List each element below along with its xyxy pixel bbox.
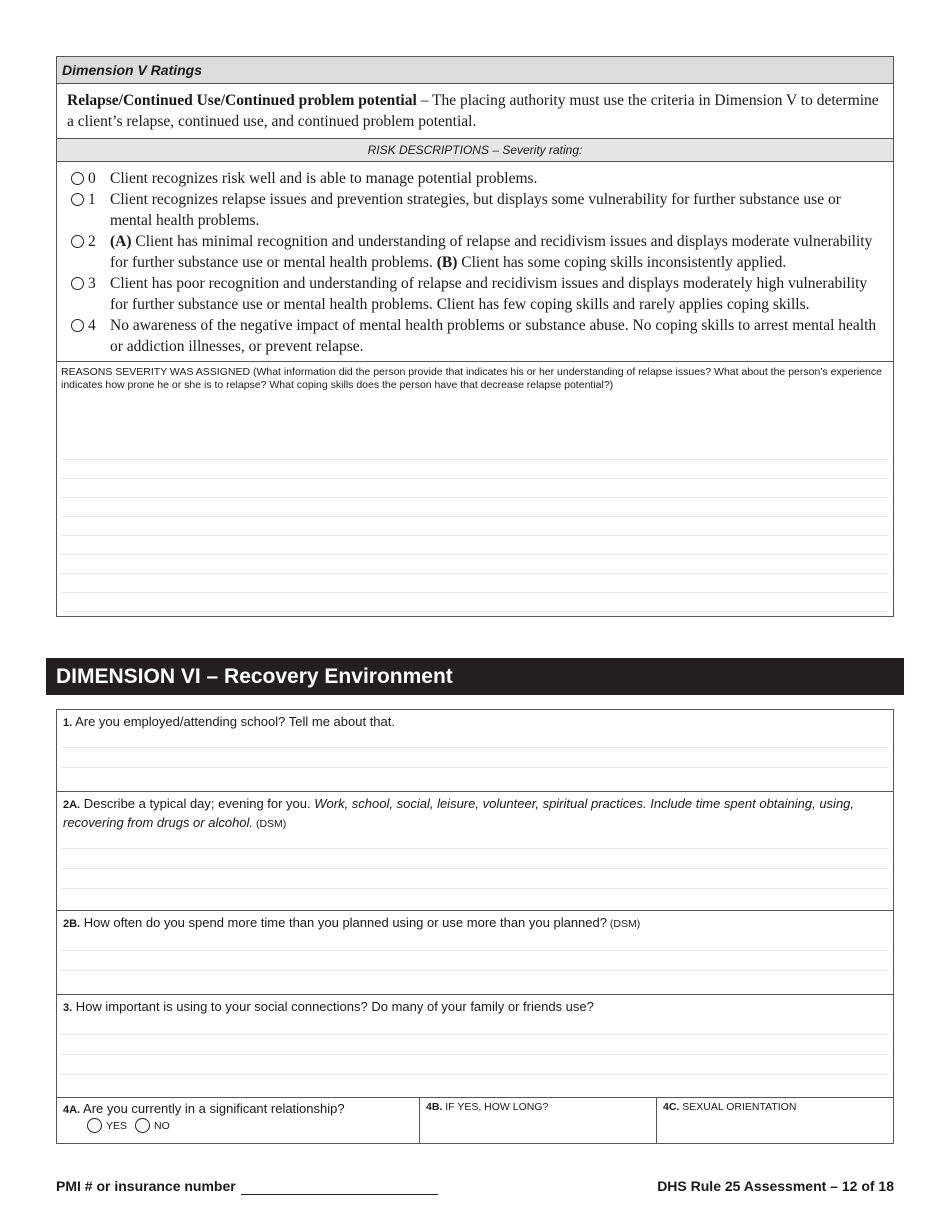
- question-2a-box[interactable]: [56, 791, 894, 911]
- radio-circle-icon[interactable]: [71, 193, 84, 206]
- question-label: Are you currently in a significant relationship?: [80, 1101, 345, 1116]
- radio-yes[interactable]: [87, 1118, 102, 1133]
- severity-number: 2: [88, 233, 96, 250]
- question-3-box[interactable]: [56, 994, 894, 1098]
- question-label: How important is using to your social connections? Do many of your family or friends use?: [72, 999, 594, 1014]
- question-4b-cell[interactable]: [420, 1098, 657, 1143]
- question-number: 3.: [63, 1002, 73, 1014]
- severity-2b-label: (B): [436, 254, 458, 271]
- severity-text: Client recognizes risk well and is able to manage potential problems.: [110, 170, 538, 187]
- severity-number: 0: [88, 170, 96, 187]
- yes-label: YES: [106, 1119, 128, 1132]
- radio-circle-icon[interactable]: [71, 319, 84, 332]
- question-4-row: [56, 1097, 894, 1144]
- question-2b-box[interactable]: [56, 910, 894, 995]
- question-label: Describe a typical day; evening for you.: [80, 796, 315, 811]
- dimension-v-header: Dimension V Ratings: [57, 57, 893, 84]
- severity-option-1[interactable]: [71, 189, 883, 231]
- pmi-footer: [56, 1177, 438, 1195]
- severity-option-4[interactable]: [71, 315, 883, 357]
- dimension-vi-title: DIMENSION VI – Recovery Environment: [46, 658, 904, 695]
- severity-text: Client recognizes relapse issues and prevention strategies, but displays some vulnerability for further substance use or mental health problems.: [110, 191, 841, 229]
- pmi-input-line[interactable]: [241, 1178, 438, 1195]
- dsm-tag: (DSM): [253, 818, 287, 830]
- page-number-label: DHS Rule 25 Assessment – 12 of 18: [657, 1178, 894, 1194]
- reasons-writing-area[interactable]: [57, 439, 893, 616]
- dimension-v-intro: [57, 84, 893, 139]
- question-number: 2B.: [63, 918, 81, 930]
- no-label: NO: [154, 1119, 170, 1132]
- question-label: SEXUAL ORIENTATION: [679, 1101, 797, 1113]
- question-4a-text: [63, 1101, 413, 1116]
- question-number: 4B.: [426, 1101, 443, 1113]
- question-hint: Work, school, social, leisure, volunteer, spiritual practices. Include time spent obtaining, using, recovering from drugs or alcohol.: [63, 796, 855, 830]
- dsm-tag: (DSM): [606, 918, 641, 930]
- severity-2a-label: (A): [110, 233, 132, 250]
- question-4a-cell: [57, 1098, 420, 1143]
- question-number: 4A.: [63, 1104, 81, 1116]
- severity-option-0[interactable]: [71, 168, 883, 189]
- question-1-text: [57, 710, 893, 735]
- question-number: 1.: [63, 717, 73, 729]
- pmi-label: PMI # or insurance number: [56, 1178, 236, 1194]
- radio-circle-icon[interactable]: [71, 277, 84, 290]
- reasons-severity-label: REASONS SEVERITY WAS ASSIGNED (What information did the person provide that indicates his or her understanding of relapse issues? What about the person’s experience indicates how prone he or she is to relapse? What coping skills does the person have that decrease relapse potential?): [61, 366, 882, 391]
- severity-number: 3: [88, 275, 96, 292]
- severity-options: [57, 162, 893, 362]
- severity-number: 4: [88, 317, 96, 334]
- severity-option-2[interactable]: [71, 231, 883, 273]
- severity-2b-text: Client has some coping skills inconsistently applied.: [457, 254, 787, 271]
- question-label: Are you employed/attending school? Tell me about that.: [72, 714, 395, 729]
- intro-bold-label: Relapse/Continued Use/Continued problem potential: [67, 92, 417, 109]
- question-1-box[interactable]: [56, 709, 894, 792]
- question-3-text: [57, 995, 893, 1020]
- radio-circle-icon[interactable]: [71, 235, 84, 248]
- dimension-v-ratings-section: [56, 56, 894, 617]
- question-2a-text: [57, 792, 893, 836]
- severity-text: No awareness of the negative impact of mental health problems or substance abuse. No coping skills to arrest mental health or addiction illnesses, or prevent relapse.: [110, 317, 877, 355]
- severity-text: [110, 231, 883, 273]
- severity-number: 1: [88, 191, 96, 208]
- risk-descriptions-header: RISK DESCRIPTIONS – Severity rating:: [57, 139, 893, 162]
- question-2b-text: [57, 911, 893, 936]
- question-number: 4C.: [663, 1101, 680, 1113]
- severity-2a-text: Client has minimal recognition and understanding of relapse and recidivism issues and displays moderate vulnerability for further substance use or mental health problems.: [110, 233, 873, 271]
- question-label: IF YES, HOW LONG?: [442, 1101, 549, 1113]
- intro-text: – The placing authority must use the criteria in Dimension V to determine a client’s relapse, continued use, and continued problem potential.: [67, 92, 879, 130]
- radio-no[interactable]: [135, 1118, 150, 1133]
- question-4c-cell[interactable]: [657, 1098, 893, 1143]
- radio-circle-icon[interactable]: [71, 172, 84, 185]
- severity-text: Client has poor recognition and understanding of relapse and recidivism issues and displays moderately high vulnerability for further substance use or mental health problems. Client has few coping skills and rarely applies coping skills.: [110, 275, 868, 313]
- question-label: How often do you spend more time than you planned using or use more than you planned?: [80, 915, 607, 930]
- severity-option-3[interactable]: [71, 273, 883, 315]
- relationship-options: [63, 1118, 413, 1133]
- question-number: 2A.: [63, 799, 81, 811]
